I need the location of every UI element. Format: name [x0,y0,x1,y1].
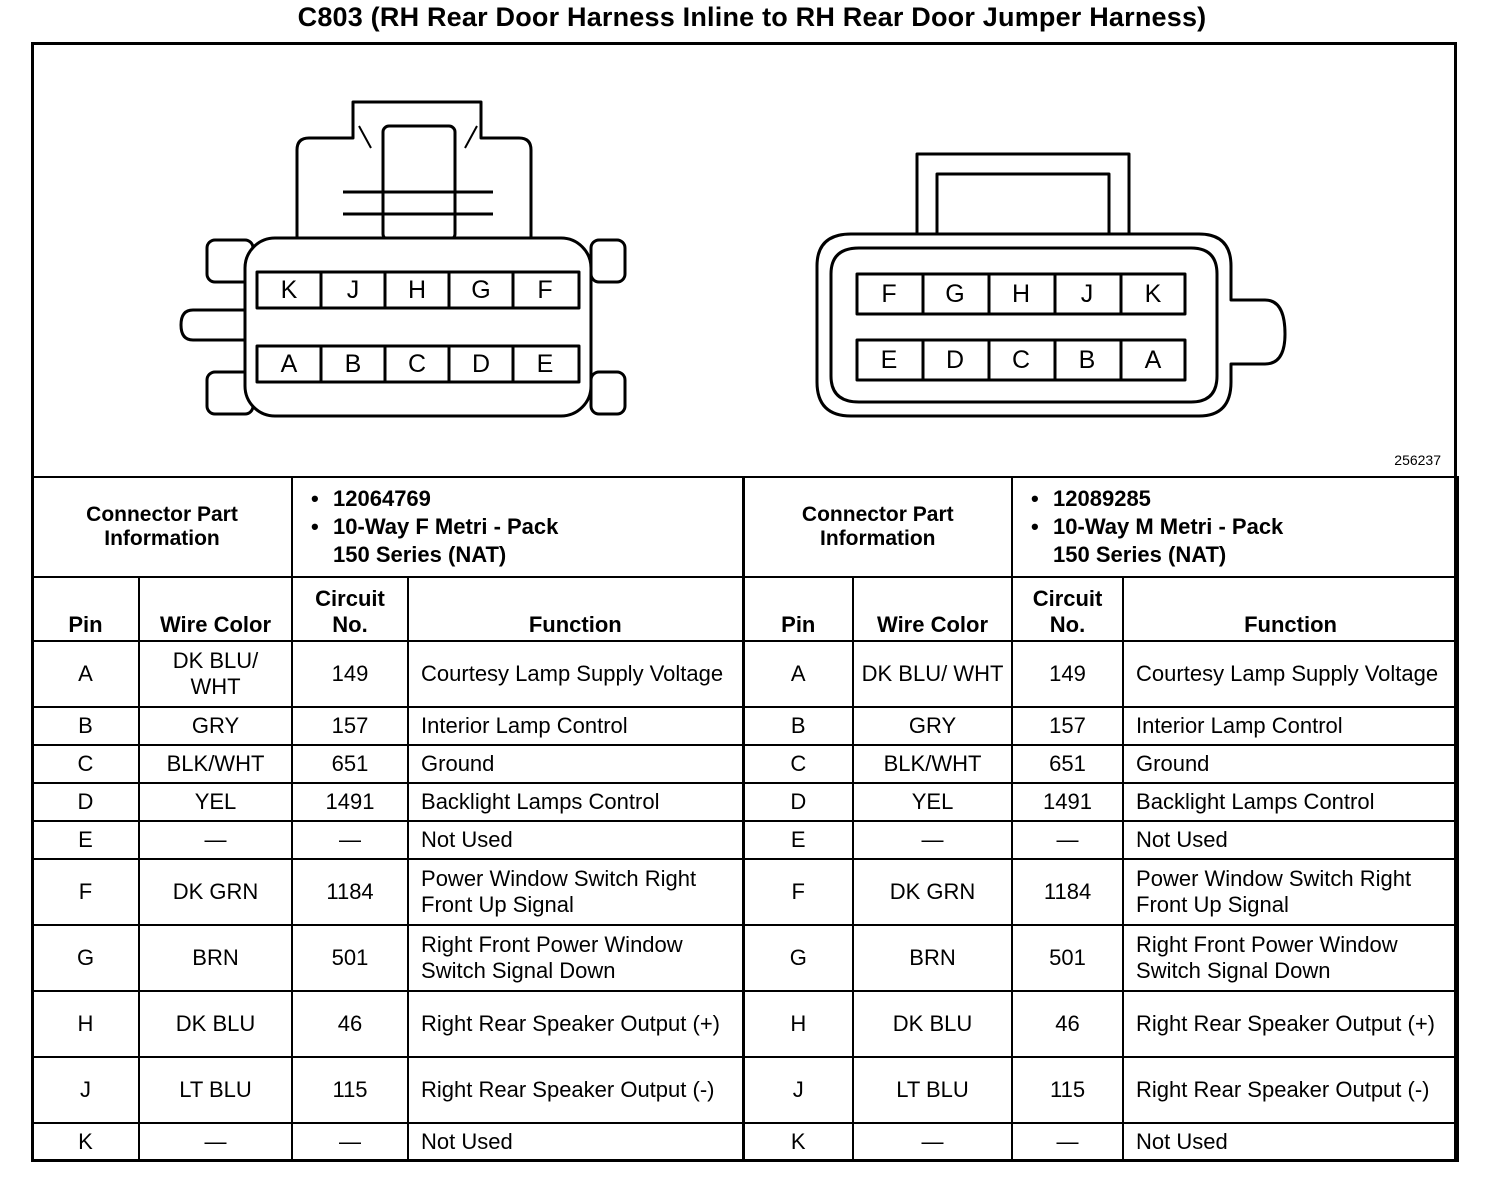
pinout-table [31,476,1459,1162]
circuit-cell: 501 [292,925,408,991]
header-circuit-no: Circuit No. [1012,577,1123,641]
wire-color-cell: DK GRN [139,859,292,925]
wire-color-cell: LT BLU [853,1057,1012,1123]
left-pin-label: C [407,350,427,378]
wire-color-cell: DK BLU/ WHT [853,641,1012,707]
right-pin-label: E [880,346,898,374]
circuit-cell: 1184 [292,859,408,925]
header-function: Function [408,577,743,641]
pin-cell: K [32,1123,139,1161]
wire-color-cell: GRY [139,707,292,745]
function-cell: Not Used [408,1123,743,1161]
figure-number: 256237 [1394,452,1441,468]
wire-color-cell: BLK/WHT [139,745,292,783]
pin-cell: J [743,1057,853,1123]
function-cell: Backlight Lamps Control [1123,783,1458,821]
wire-color-cell: BRN [139,925,292,991]
function-cell: Right Rear Speaker Output (-) [408,1057,743,1123]
right-pin-label: K [1144,280,1162,308]
circuit-cell: 157 [1012,707,1123,745]
circuit-cell: 149 [1012,641,1123,707]
right-pin-label: A [1144,346,1162,374]
header-circuit-no: Circuit No. [292,577,408,641]
left-pin-label: B [344,350,362,378]
header-wire-color: Wire Color [853,577,1012,641]
left-pin-label: D [471,350,491,378]
header-wire-color: Wire Color [139,577,292,641]
left-info-label: Connector Part Information [32,477,292,577]
function-cell: Right Rear Speaker Output (-) [1123,1057,1458,1123]
function-cell: Not Used [408,821,743,859]
header-function: Function [1123,577,1458,641]
pin-cell: C [743,745,853,783]
function-cell: Courtesy Lamp Supply Voltage [1123,641,1458,707]
wire-color-cell: DK BLU/ WHT [139,641,292,707]
left-pin-label: A [280,350,298,378]
circuit-cell: 115 [1012,1057,1123,1123]
circuit-cell: 1184 [1012,859,1123,925]
circuit-cell: 1491 [292,783,408,821]
wire-color-cell: BRN [853,925,1012,991]
table-row [32,859,1458,925]
left-desc-line1: 10-Way F Metri - Pack [333,514,559,539]
column-header-row [32,577,1458,641]
function-cell: Ground [408,745,743,783]
left-pin-label: G [471,276,491,304]
connector-drawings [31,42,1457,478]
right-info-details [1012,477,1458,577]
pin-cell: E [32,821,139,859]
wire-color-cell: YEL [139,783,292,821]
connector-info-row [32,477,1458,577]
pin-cell: A [743,641,853,707]
circuit-cell: 651 [1012,745,1123,783]
pin-cell: D [743,783,853,821]
pin-cell: K [743,1123,853,1161]
circuit-cell: 157 [292,707,408,745]
diagram-title: C803 (RH Rear Door Harness Inline to RH Rear Door Jumper Harness) [297,2,1207,32]
pin-cell: B [743,707,853,745]
wire-color-cell: — [853,821,1012,859]
right-pin-label: F [881,280,897,308]
wire-color-cell: — [139,821,292,859]
function-cell: Right Front Power Window Switch Signal Down [408,925,743,991]
wire-color-cell: GRY [853,707,1012,745]
pin-cell: H [32,991,139,1057]
right-part-number: • 12089285 [1053,485,1451,513]
pin-cell: G [32,925,139,991]
header-pin: Pin [32,577,139,641]
function-cell: Interior Lamp Control [1123,707,1458,745]
right-pin-label: C [1011,346,1031,374]
header-pin: Pin [743,577,853,641]
table-row [32,991,1458,1057]
circuit-cell: — [1012,1123,1123,1161]
connector-diagram-area [31,42,1457,478]
table-row [32,783,1458,821]
left-pin-label: H [407,276,427,304]
circuit-cell: 1491 [1012,783,1123,821]
function-cell: Courtesy Lamp Supply Voltage [408,641,743,707]
right-desc-line1: 10-Way M Metri - Pack [1053,514,1284,539]
circuit-cell: — [1012,821,1123,859]
table-row [32,745,1458,783]
right-pin-label: J [1080,280,1094,308]
table-row [32,707,1458,745]
pin-cell: F [743,859,853,925]
circuit-cell: — [292,1123,408,1161]
table-row [32,1123,1458,1161]
pin-cell: D [32,783,139,821]
wire-color-cell: LT BLU [139,1057,292,1123]
function-cell: Right Rear Speaker Output (+) [1123,991,1458,1057]
function-cell: Right Front Power Window Switch Signal Down [1123,925,1458,991]
wire-color-cell: — [139,1123,292,1161]
function-cell: Interior Lamp Control [408,707,743,745]
table-row [32,1057,1458,1123]
left-pin-label: K [280,276,298,304]
wire-color-cell: DK GRN [853,859,1012,925]
circuit-cell: 149 [292,641,408,707]
function-cell: Power Window Switch Right Front Up Signal [1123,859,1458,925]
right-info-label: Connector Part Information [743,477,1012,577]
pin-cell: A [32,641,139,707]
wire-color-cell: DK BLU [139,991,292,1057]
right-part-description [1053,513,1451,569]
right-pin-label: D [945,346,965,374]
left-part-description [333,513,736,569]
pin-cell: E [743,821,853,859]
function-cell: Ground [1123,745,1458,783]
function-cell: Backlight Lamps Control [408,783,743,821]
wire-color-cell: DK BLU [853,991,1012,1057]
pin-cell: F [32,859,139,925]
function-cell: Right Rear Speaker Output (+) [408,991,743,1057]
right-pin-label: G [945,280,965,308]
right-pin-label: B [1078,346,1096,374]
pin-cell: C [32,745,139,783]
circuit-cell: 46 [1012,991,1123,1057]
wire-color-cell: BLK/WHT [853,745,1012,783]
left-desc-line2: 150 Series (NAT) [333,542,507,567]
left-pin-label: J [346,276,360,304]
pin-cell: H [743,991,853,1057]
function-cell: Power Window Switch Right Front Up Signal [408,859,743,925]
pin-cell: B [32,707,139,745]
table-row [32,641,1458,707]
pin-cell: G [743,925,853,991]
wire-color-cell: YEL [853,783,1012,821]
table-row [32,925,1458,991]
circuit-cell: — [292,821,408,859]
circuit-cell: 501 [1012,925,1123,991]
left-part-number: • 12064769 [333,485,736,513]
wire-color-cell: — [853,1123,1012,1161]
function-cell: Not Used [1123,1123,1458,1161]
left-info-details [292,477,743,577]
left-pin-label: E [536,350,554,378]
function-cell: Not Used [1123,821,1458,859]
right-pin-label: H [1011,280,1031,308]
left-pin-label: F [537,276,553,304]
table-row [32,821,1458,859]
pin-cell: J [32,1057,139,1123]
circuit-cell: 651 [292,745,408,783]
circuit-cell: 115 [292,1057,408,1123]
right-desc-line2: 150 Series (NAT) [1053,542,1227,567]
circuit-cell: 46 [292,991,408,1057]
